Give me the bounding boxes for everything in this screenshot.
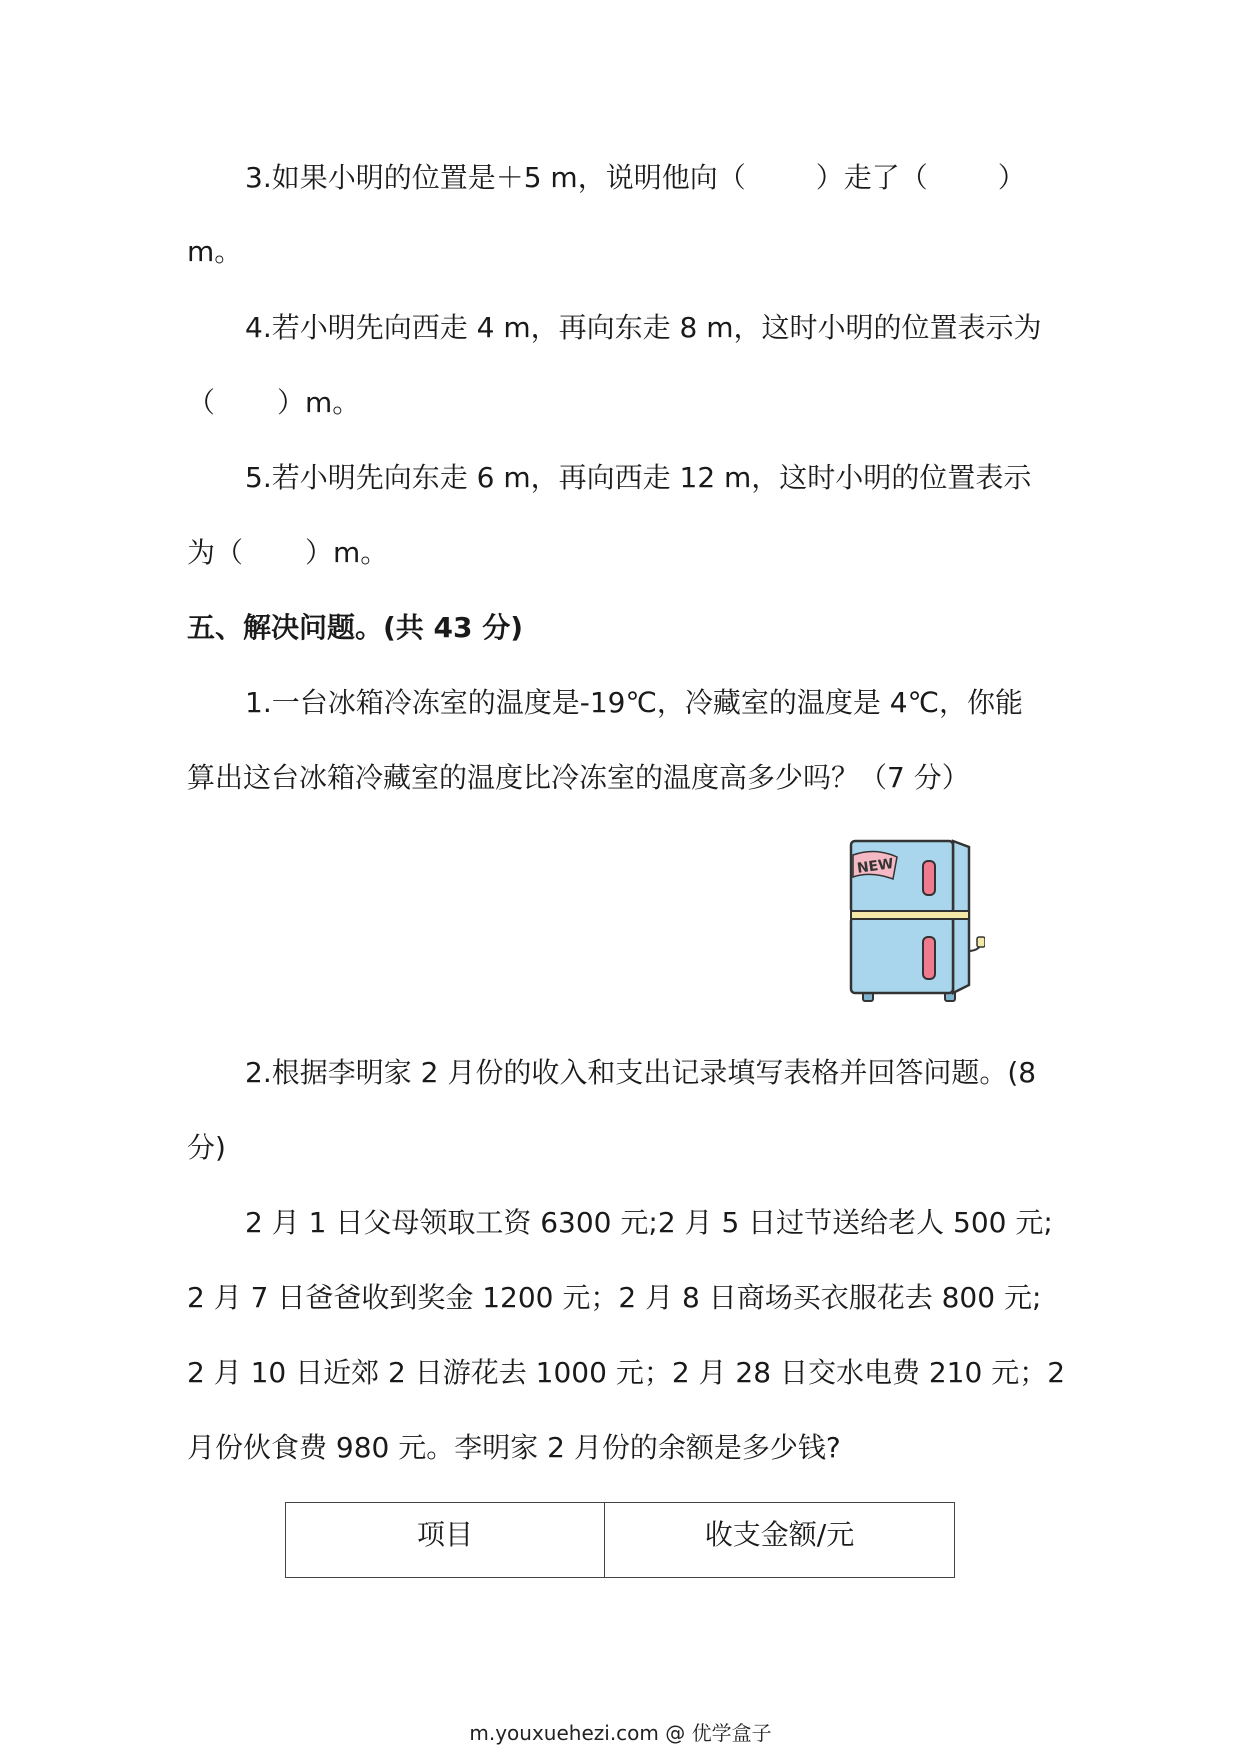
table-header-item: 项目 (286, 1503, 605, 1578)
refrigerator-illustration (845, 833, 985, 1005)
records-line-2: 2 月 7 日爸爸收到奖金 1200 元；2 月 8 日商场买衣服花去 800 元; (187, 1281, 1042, 1314)
q4-line-1: 4.若小明先向西走 4 m，再向东走 8 m，这时小明的位置表示为 (245, 311, 1042, 344)
bottom-handle (923, 937, 935, 979)
records-line-4: 月份伙食费 980 元。李明家 2 月份的余额是多少钱? (187, 1431, 841, 1464)
problem-1-line-2: 算出这台冰箱冷藏室的温度比冷冻室的温度高多少吗？（7 分） (187, 761, 970, 794)
problem-2-line-1: 2.根据李明家 2 月份的收入和支出记录填写表格并回答问题。(8 (245, 1056, 1037, 1089)
problem-1-line-1: 1.一台冰箱冷冻室的温度是-19℃，冷藏室的温度是 4℃，你能 (245, 686, 1024, 719)
section-heading: 五、解决问题。(共 43 分) (187, 611, 524, 644)
plug-icon (977, 937, 985, 947)
records-line-1: 2 月 1 日父母领取工资 6300 元;2 月 5 日过节送给老人 500 元; (245, 1206, 1053, 1239)
q3-line-1: 3.如果小明的位置是＋5 m，说明他向（ ）走了（ ） (245, 161, 1026, 194)
page-footer: m.youxuehezi.com @ 优学盒子 (469, 1721, 772, 1745)
records-line-3: 2 月 10 日近郊 2 日游花去 1000 元；2 月 28 日交水电费 210 元；2 (187, 1356, 1066, 1389)
top-handle (923, 861, 935, 895)
income-expense-table (285, 1502, 955, 1578)
problem-2-line-2: 分) (187, 1131, 226, 1164)
q3-line-2: m。 (187, 235, 243, 268)
q5-line-2: 为（ ）m。 (187, 536, 389, 569)
table-header-amount: 收支金额/元 (605, 1503, 955, 1578)
q4-line-2: （ ）m。 (187, 386, 361, 419)
q5-line-1: 5.若小明先向东走 6 m，再向西走 12 m，这时小明的位置表示 (245, 461, 1032, 494)
table-header-row (286, 1503, 955, 1578)
new-badge-text: NEW (856, 855, 895, 877)
